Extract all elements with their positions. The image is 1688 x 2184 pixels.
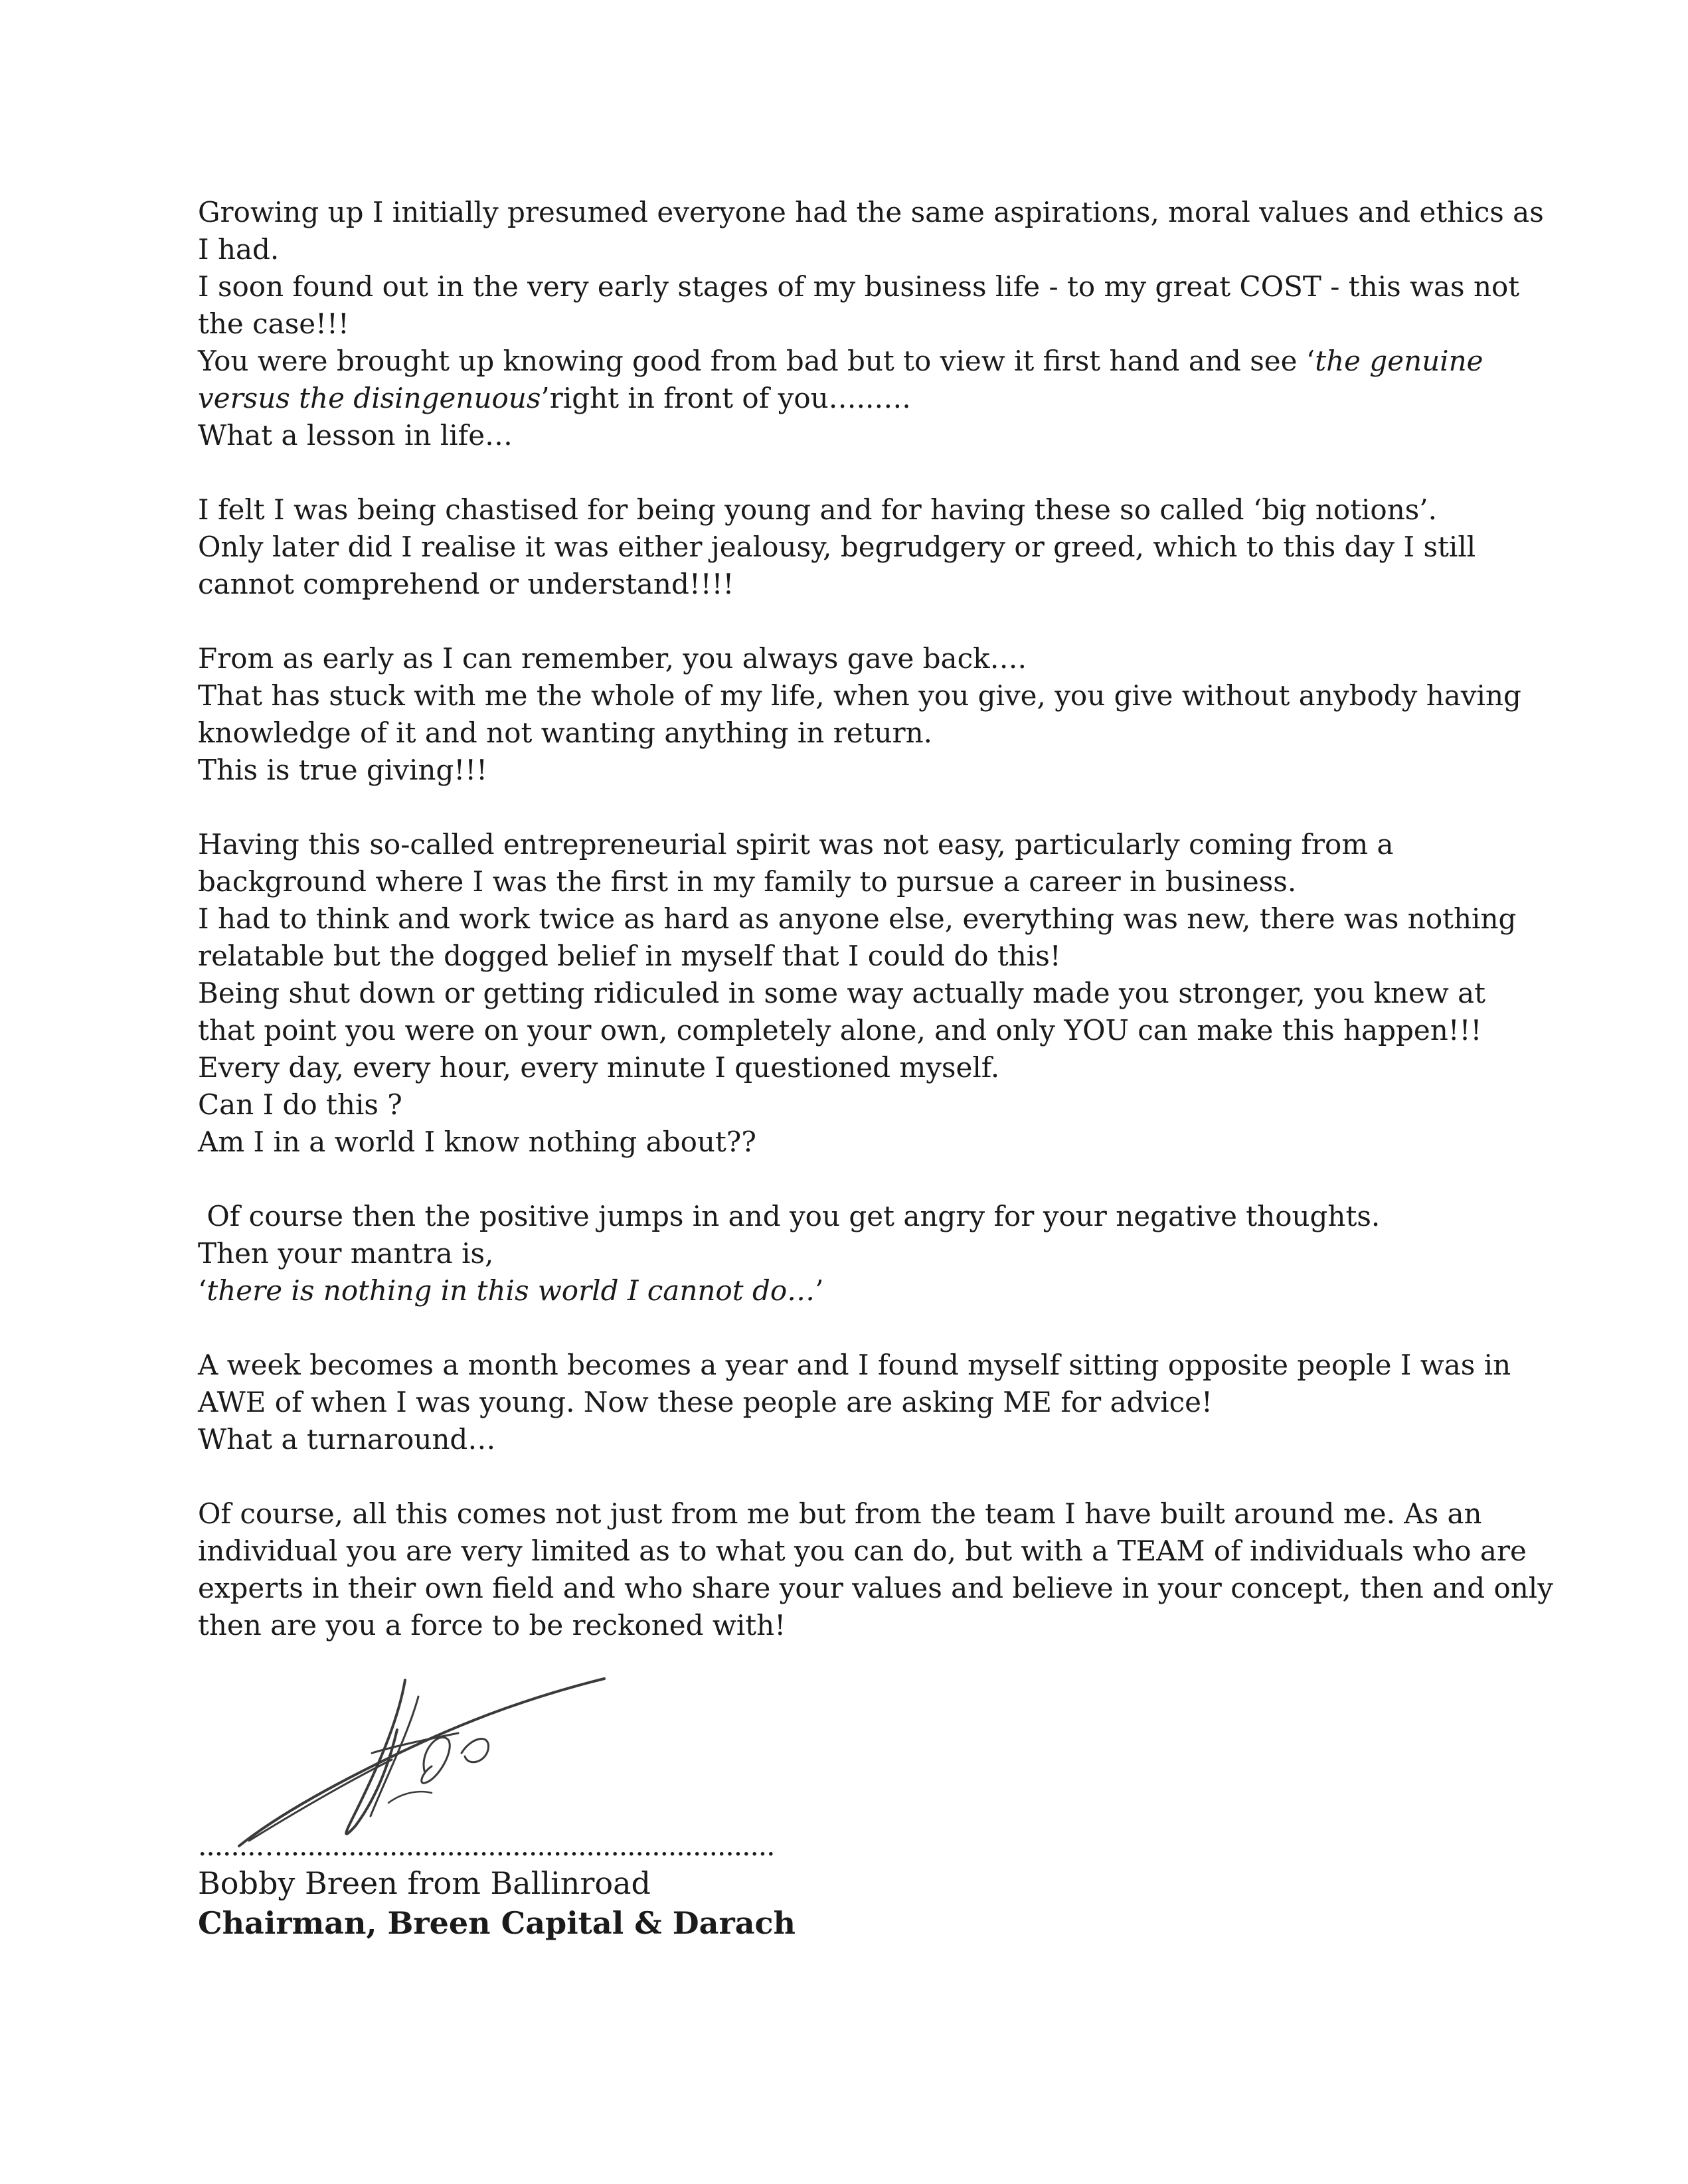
text-line: that point you were on your own, completely alone, and only YOU can make this happen!!!: [198, 1014, 1482, 1047]
quote-mark: ‘: [198, 1274, 207, 1307]
text-line: I soon found out in the very early stages of my business life - to my great COST - this was not: [198, 270, 1520, 303]
text-line: Being shut down or getting ridiculed in some way actually made you stronger, you knew at: [198, 977, 1486, 1009]
text-line: I had.: [198, 233, 280, 266]
text-segment: ’right in front of you…..….: [541, 382, 911, 414]
signature-stroke: [462, 1739, 489, 1762]
text-line: Can I do this ?: [198, 1088, 402, 1121]
letter-body: [198, 194, 1553, 1681]
text-line: knowledge of it and not wanting anything in return.: [198, 716, 933, 749]
text-line: experts in their own field and who share your values and believe in your concept, then and only: [198, 1572, 1553, 1604]
text-line: individual you are very limited as to what you can do, but with a TEAM of individuals who are: [198, 1535, 1527, 1567]
text-line: Growing up I initially presumed everyone had the same aspirations, moral values and ethics as: [198, 196, 1544, 228]
text-line: This is true giving!!!: [198, 754, 487, 786]
paragraph-2: [198, 491, 1499, 603]
text-line: AWE of when I was young. Now these people are asking ME for advice!: [198, 1386, 1213, 1418]
signature-line: .......…............................................................: [198, 1829, 775, 1862]
paragraph-7: [198, 1495, 1553, 1644]
text-line: [198, 343, 1499, 380]
signatory-title: Chairman, Breen Capital & Darach: [198, 1905, 796, 1941]
text-line: cannot comprehend or understand!!!!: [198, 568, 734, 600]
text-segment: You were brought up knowing good from bad but to view it first hand and see ‘: [198, 345, 1315, 377]
text-line: Having this so-called entrepreneurial spirit was not easy, particularly coming from a: [198, 828, 1394, 861]
italic-phrase: versus the disingenuous: [198, 382, 541, 414]
paragraph-1: [198, 194, 1544, 454]
text-line: I had to think and work twice as hard as anyone else, everything was new, there was nothing: [198, 902, 1517, 935]
text-line: Only later did I realise it was either jealousy, begrudgery or greed, which to this day I still: [198, 531, 1476, 563]
italic-mantra: there is nothing in this world I cannot do…: [207, 1274, 815, 1307]
text-line: then are you a force to be reckoned with!: [198, 1609, 786, 1641]
signature-stroke: [239, 1679, 604, 1846]
paragraph-6: [198, 1347, 1511, 1458]
text-line: Then your mantra is,: [198, 1237, 494, 1270]
text-line: A week becomes a month becomes a year and I found myself sitting opposite people I was in: [198, 1349, 1511, 1381]
text-line: That has stuck with me the whole of my life, when you give, you give without anybody having: [198, 679, 1521, 712]
signature-stroke: [388, 1792, 432, 1803]
text-line: the case!!!: [198, 307, 349, 340]
text-line: Of course then the positive jumps in and you get angry for your negative thoughts.: [198, 1200, 1381, 1232]
text-line: background where I was the first in my family to pursue a career in business.: [198, 865, 1297, 898]
text-line: relatable but the dogged belief in myself that I could do this!: [198, 940, 1061, 972]
text-line: Am I in a world I know nothing about??: [198, 1126, 756, 1158]
paragraph-3: [198, 640, 1521, 789]
paragraph-4: [198, 826, 1517, 1161]
text-line: I felt I was being chastised for being young and for having these so called ‘big notions’.: [198, 493, 1438, 526]
signature-strokes: [239, 1679, 604, 1846]
signature-stroke: [422, 1737, 450, 1783]
text-line: Every day, every hour, every minute I questioned myself.: [198, 1051, 1000, 1084]
italic-phrase: the genuine: [1315, 345, 1483, 377]
text-line: [198, 380, 1499, 417]
signature-stroke: [372, 1733, 458, 1753]
text-line: From as early as I can remember, you always gave back….: [198, 642, 1027, 675]
signatory-name: Bobby Breen from Ballinroad: [198, 1865, 651, 1901]
text-line: What a lesson in life…: [198, 419, 513, 452]
text-line: Of course, all this comes not just from me but from the team I have built around me. As an: [198, 1497, 1482, 1530]
paragraph-5: [198, 1198, 1499, 1309]
mantra-line: [198, 1272, 1499, 1309]
text-line: What a turnaround…: [198, 1423, 496, 1456]
quote-mark: ’: [815, 1274, 824, 1307]
